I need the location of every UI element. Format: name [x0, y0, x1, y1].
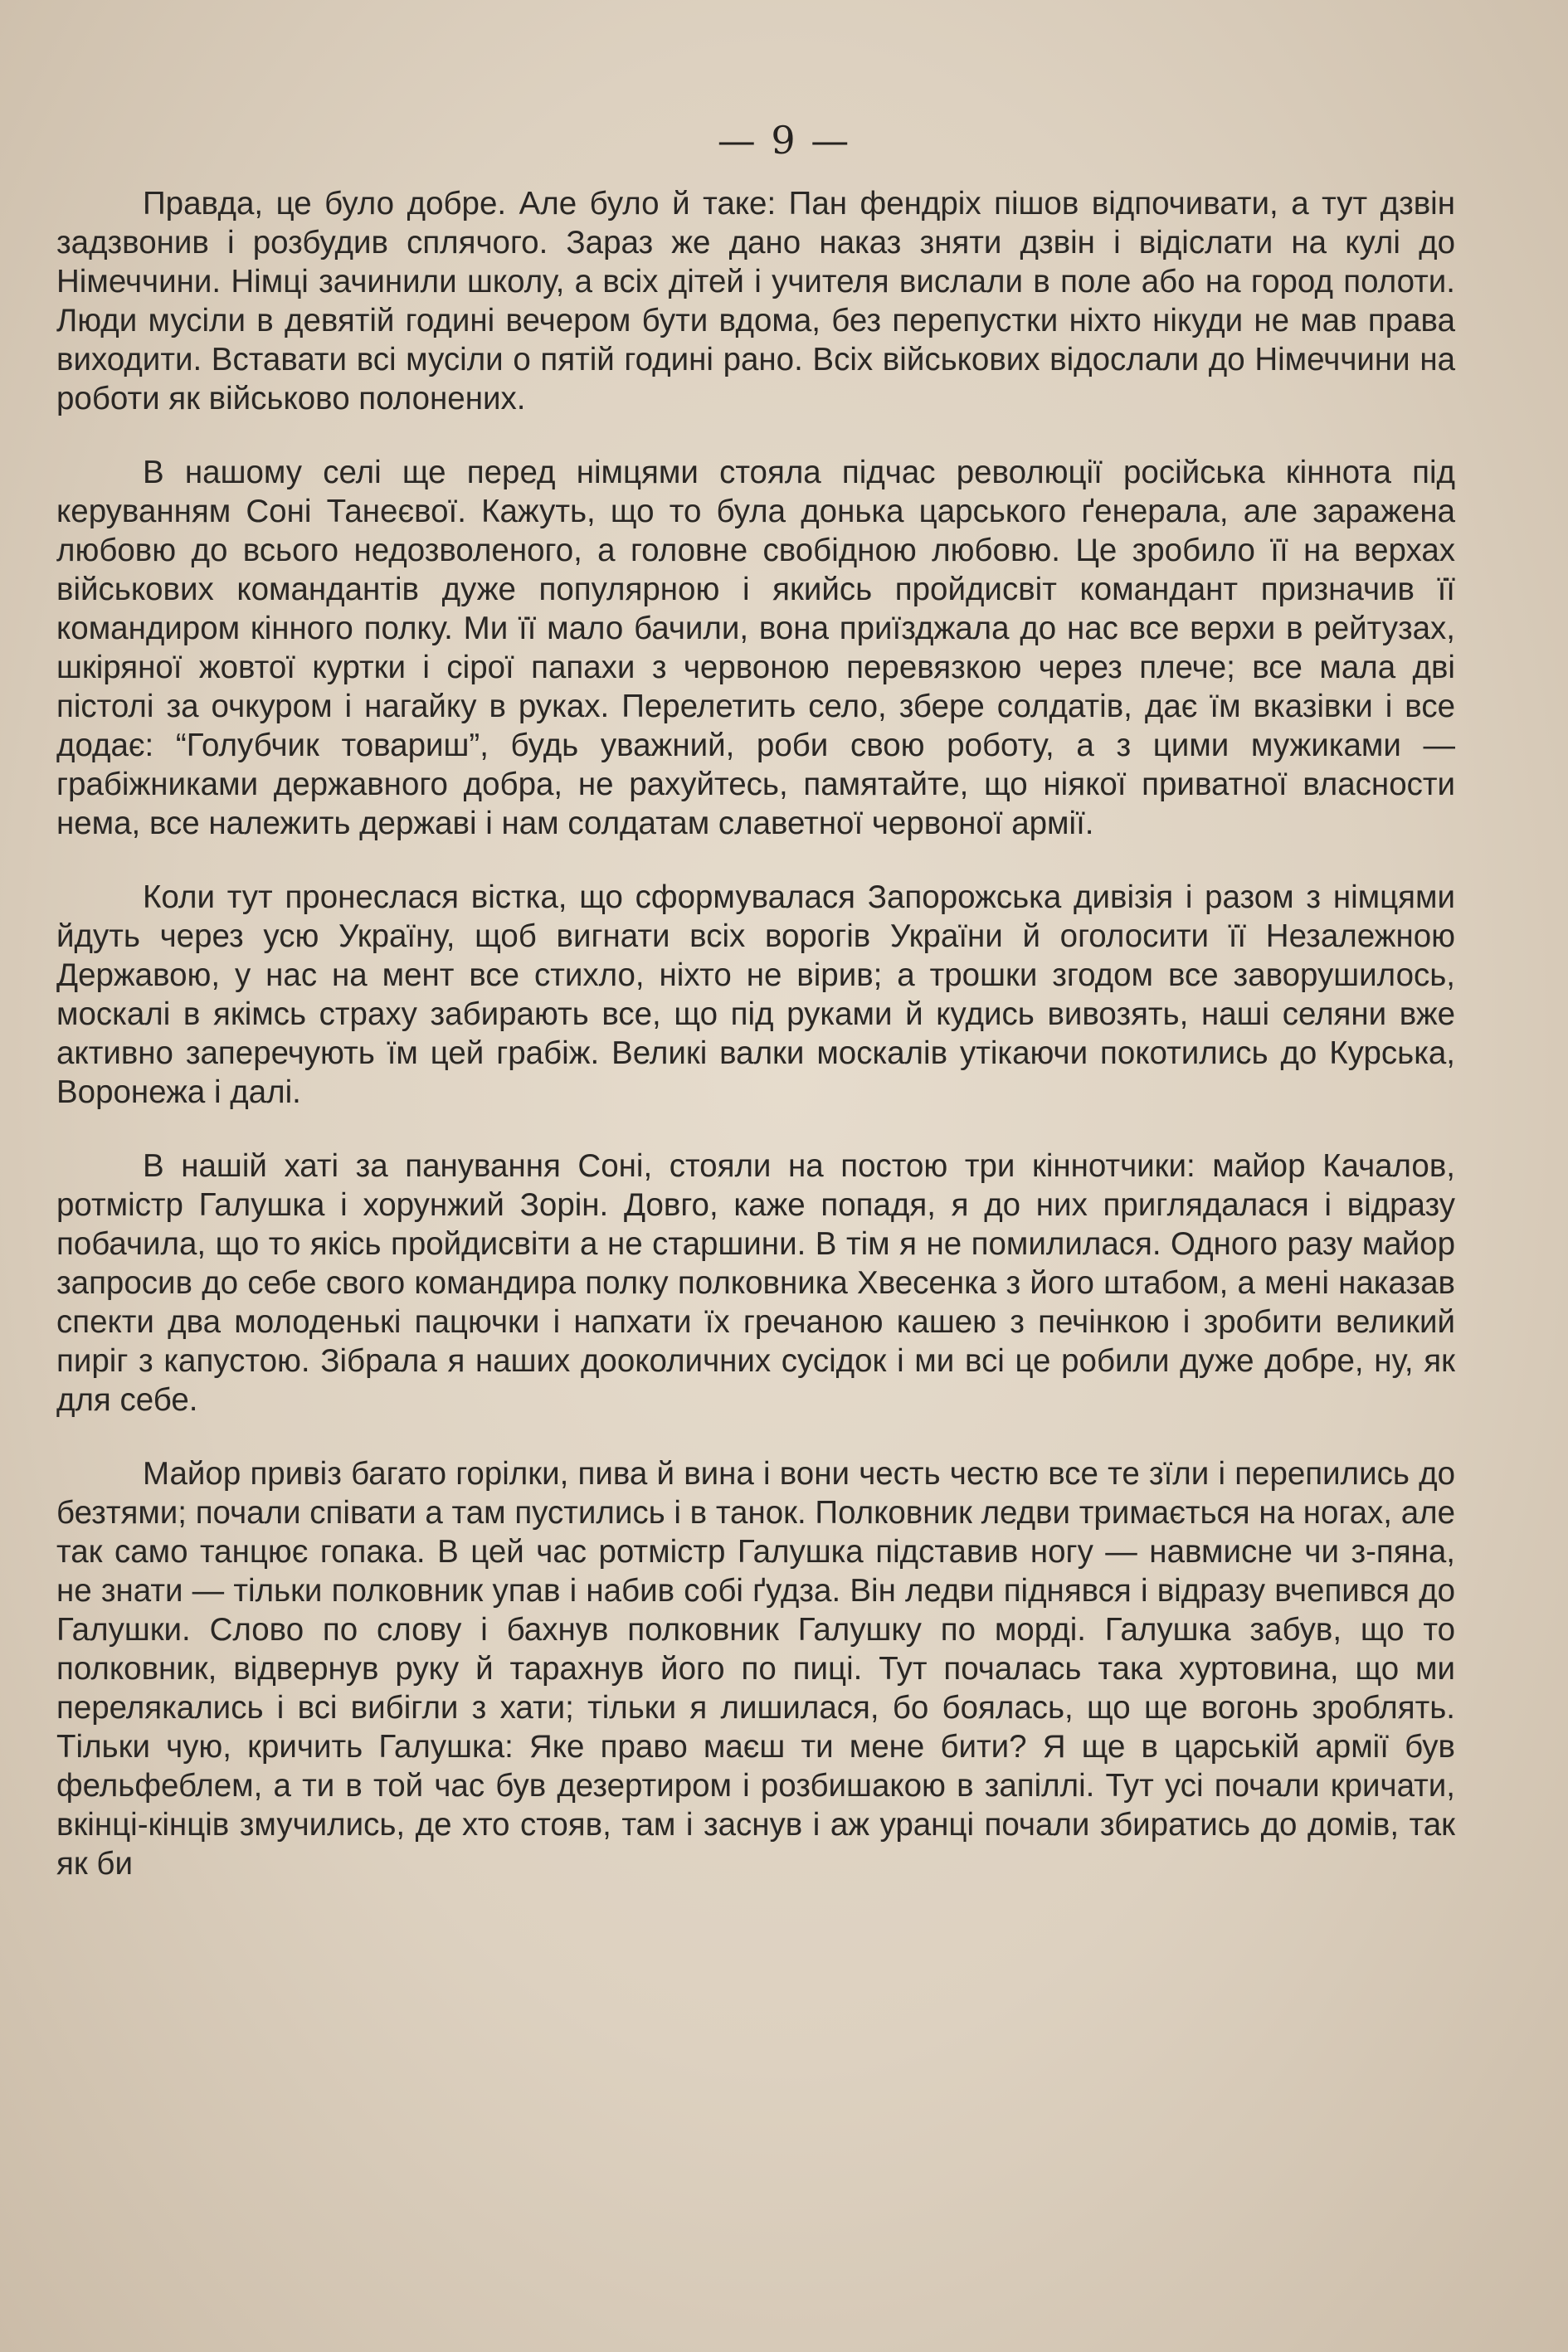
paragraph-2: В нашому селі ще перед німцями стояла підчас революції російська кіннота під керуванням Соні Танеєвої. Кажуть, що то була донька царського ґенерала, але заражена любовю до всього недозволеного, а головне свобідною любовю. Це зробило її на верхах військових командантів дуже популярною і якийсь пройдисвіт командант призначив її командиром кінного полку. Ми її мало бачили, вона приїзджала до нас все верхи в рейтузах, шкіряної жовтої куртки і сірої папахи з червоною перевязкою через плече; все мала дві пістолі за очкуром і нагайку в руках. Перелетить село, збере солдатів, дає їм вказівки і все додає: “Голубчик товариш”, будь уважний, роби свою роботу, а з цими мужиками — грабіжниками державного добра, не рахуйтесь, памятайте, що ніякої приватної власности нема, все належить державі і нам солдатам славетної червоної армії.	[56, 455, 1455, 841]
body-text	[56, 184, 1455, 1883]
page-number: — 9 —	[717, 118, 851, 163]
paragraph-3: Коли тут пронеслася вістка, що сформувалася Запорожська дивізія і разом з німцями йдуть через усю Україну, щоб вигнати всіх ворогів України й оголосити її Незалежною Державою, у нас на мент все стихло, ніхто не вірив; а трошки згодом все заворушилось, москалі в якімсь страху забирають все, що під руками й кудись вивозять, наші селяни вже активно заперечують їм цей грабіж. Великі валки москалів утікаючи покотились до Курська, Воронежа і далі.	[56, 879, 1455, 1110]
paragraph-4: В нашій хаті за панування Соні, стояли на постою три кіннотчики: майор Качалов, ротмістр Галушка і хорунжий Зорін. Довго, каже попадя, я до них приглядалася і відразу побачила, що то якісь пройдисвіти а не старшини. В тім я не помилилася. Одного разу майор запросив до себе свого командира полку полковника Хвесенка з його штабом, а мені наказав спекти два молоденькі пацючки і напхати їх гречаною кашею з печінкою і зробити великий пиріг з капустою. Зібрала я наших дооколичних сусідок і ми всі це робили дуже добре, ну, як для себе.	[56, 1148, 1455, 1418]
paragraph-5: Майор привіз багато горілки, пива й вина і вони честь честю все те зїли і перепились до безтями; почали співати а там пустились і в танок. Полковник ледви тримається на ногах, але так само танцює гопака. В цей час ротмістр Галушка підставив ногу — навмисне чи з-пяна, не знати — тільки полковник упав і набив собі ґудза. Він ледви піднявся і відразу вчепився до Галушки. Слово по слову і бахнув полковник Галушку по морді. Галушка забув, що то полковник, відвернув руку й тарахнув його по пиці. Тут почалась така хуртовина, що ми перелякались і всі вибігли з хати; тільки я лишилася, бо боялась, що ще вогонь зроблять. Тільки чую, кричить Галушка: Яке право маєш ти мене бити? Я ще в царській армії був фельфеблем, а ти в той час був дезертиром і розбишакою в запіллі. Тут усі почали кричати, вкінці-кінців змучились, де хто стояв, там і заснув і аж уранці почали збиратись до домів, так як би	[56, 1456, 1455, 1882]
paragraph-1: Правда, це було добре. Але було й таке: Пан фендріх пішов відпочивати, а тут дзвін задзвонив і розбудив сплячого. Зараз же дано наказ зняти дзвін і відіслати на кулі до Німеччини. Німці зачинили школу, а всіх дітей і учителя вислали в поле або на город полоти. Люди мусіли в девятій годині вечером бути вдома, без перепустки ніхто нікуди не мав права виходити. Вставати всі мусіли о пятій годині рано. Всіх військових відослали до Німеччини на роботи як військово полонених.	[56, 186, 1455, 416]
